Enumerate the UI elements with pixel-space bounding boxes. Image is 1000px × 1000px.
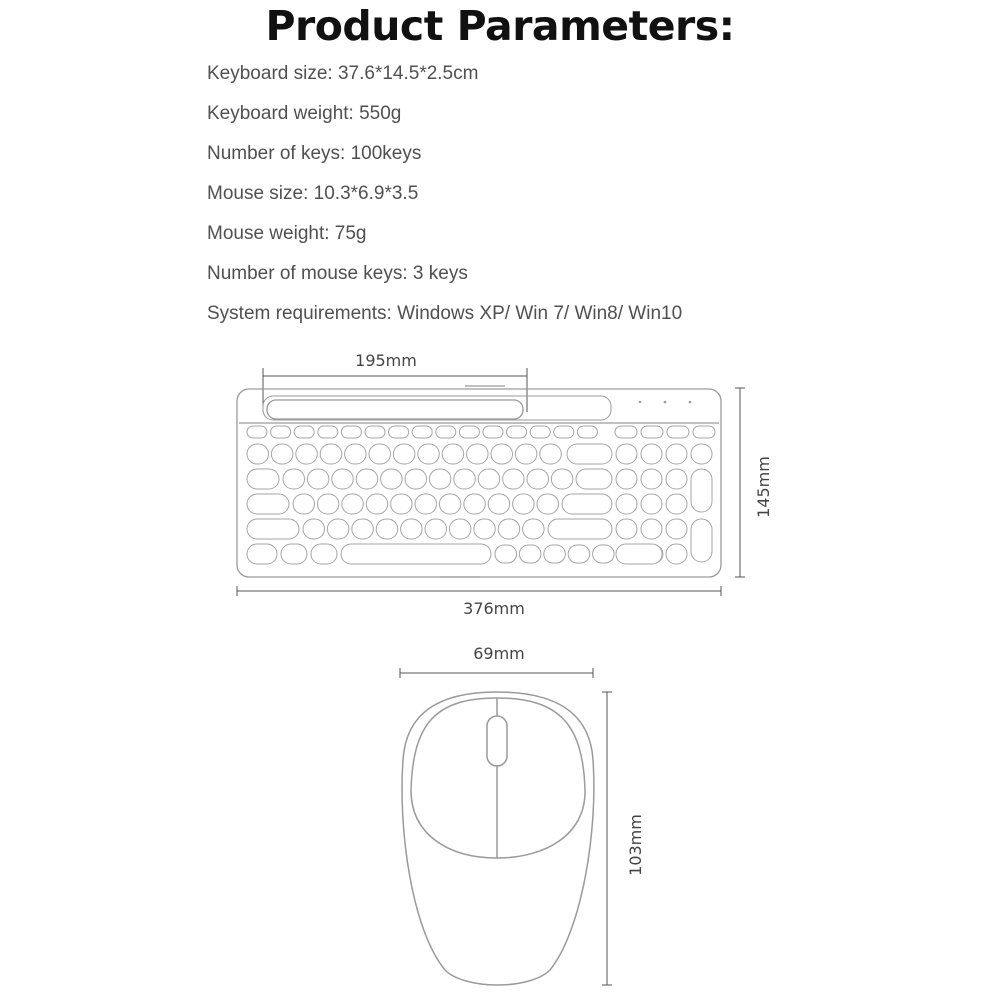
keyboard-key [391, 494, 413, 514]
keyboard-key [320, 444, 342, 464]
keyboard-key [467, 444, 489, 464]
keyboard-key [641, 545, 663, 563]
keyboard-key [449, 519, 471, 539]
keyboard-key [666, 469, 687, 489]
keyboard-key [593, 545, 615, 563]
keyboard-key [616, 544, 662, 564]
slot-width-label: 195mm [355, 351, 417, 370]
mouse-width-label: 69mm [473, 644, 525, 663]
keyboard-key [666, 444, 687, 464]
keyboard-key [318, 426, 338, 438]
keyboard-key [576, 469, 612, 489]
keyboard-key [454, 469, 476, 489]
keyboard-key [616, 444, 637, 464]
keyboard-key [341, 544, 491, 564]
keyboard-key [389, 426, 409, 438]
mouse-height-label: 103mm [626, 814, 645, 876]
slot-dimension [263, 368, 527, 412]
keyboard-key [478, 469, 500, 489]
keyboard-width-dimension [237, 586, 721, 596]
keyboard-key [436, 426, 456, 438]
spec-value: 37.6*14.5*2.5cm [337, 63, 479, 84]
keyboard-key [491, 444, 513, 464]
keyboard-key [442, 444, 464, 464]
keyboard-body [237, 386, 721, 577]
indicator-lights [639, 401, 692, 404]
keyboard-key [666, 544, 687, 564]
keyboard-key [495, 545, 517, 563]
keyboard-key [530, 426, 550, 438]
keyboard-key [498, 519, 520, 539]
keyboard-key [271, 444, 293, 464]
mouse-top-surface [411, 698, 585, 858]
keyboard-key [293, 494, 315, 514]
keyboard-key [341, 426, 361, 438]
keyboard-key [393, 444, 415, 464]
keyboard-key [405, 469, 427, 489]
spec-label: Number of mouse keys [207, 263, 403, 284]
spec-item-keyboard-weight: Keyboard weight: 550g [207, 103, 402, 124]
spec-label: Number of keys [207, 143, 341, 164]
keyboard-key [356, 469, 378, 489]
keyboard-key [567, 444, 612, 464]
keyboard-key [666, 494, 687, 514]
spec-item-mouse-size: Mouse size: 10.3*6.9*3.5 [207, 183, 419, 204]
keyboard-key [376, 519, 398, 539]
keyboard-key [540, 444, 562, 464]
mouse-scroll-wheel [487, 716, 507, 766]
keyboard-key [523, 519, 545, 539]
keyboard-key [691, 519, 712, 562]
keyboard-key [412, 426, 432, 438]
keyboard-key [474, 519, 496, 539]
keyboard-key [247, 426, 267, 438]
spec-list [207, 58, 682, 338]
keyboard-key [691, 444, 712, 464]
keyboard-key [527, 469, 549, 489]
keyboard-key [577, 426, 597, 438]
keyboard-key [327, 519, 349, 539]
spec-label: Mouse weight [207, 223, 325, 244]
keyboard-key [507, 426, 527, 438]
keyboard-key [317, 494, 339, 514]
mouse-height-dimension [602, 692, 612, 985]
keyboard-key [283, 469, 305, 489]
spec-label: System requirements [207, 303, 387, 324]
keyboard-key [537, 494, 559, 514]
page-title: Product Parameters: [265, 2, 735, 50]
keyboard-key [641, 469, 662, 489]
keyboard-key [247, 544, 277, 564]
keyboard-key [366, 494, 388, 514]
keyboard-key [425, 519, 447, 539]
keyboard-key [415, 494, 437, 514]
keyboard-key [303, 519, 325, 539]
spec-value: Windows XP/ Win 7/ Win8/ Win10 [397, 303, 683, 324]
mouse-width-dimension [400, 668, 593, 678]
keyboard-key [345, 444, 367, 464]
spec-item-keyboard-size: Keyboard size: 37.6*14.5*2.5cm [207, 63, 479, 84]
spec-label: Keyboard weight [207, 103, 349, 124]
keyboard-keys [247, 426, 715, 564]
keyboard-key [296, 444, 318, 464]
keyboard-key [429, 469, 451, 489]
spec-label: Keyboard size [207, 63, 328, 84]
keyboard-key [365, 426, 385, 438]
keyboard-key [488, 494, 510, 514]
keyboard-key [247, 519, 299, 539]
keyboard-key [554, 426, 574, 438]
keyboard-key [247, 494, 289, 514]
keyboard-key [439, 494, 461, 514]
keyboard-key [616, 519, 637, 539]
keyboard-key [483, 426, 503, 438]
keyboard-height-label: 145mm [754, 456, 773, 518]
keyboard-key [381, 469, 403, 489]
keyboard-key [418, 444, 440, 464]
spec-value: 550g [359, 103, 402, 124]
keyboard-key [247, 469, 279, 489]
keyboard-key [311, 544, 337, 564]
spec-value: 3 keys [412, 263, 468, 284]
keyboard-key [459, 426, 479, 438]
keyboard-key [617, 545, 639, 563]
keyboard-key [281, 544, 307, 564]
spec-item-mouse-keys: Number of mouse keys: 3 keys [207, 263, 468, 284]
keyboard-key [464, 494, 486, 514]
keyboard-key [666, 519, 687, 539]
keyboard-key [551, 469, 573, 489]
keyboard-key [548, 519, 612, 539]
keyboard-key [271, 426, 291, 438]
keyboard-key [667, 426, 689, 438]
keyboard-key [513, 494, 535, 514]
keyboard-key [616, 494, 637, 514]
keyboard-key [693, 426, 715, 438]
spec-label: Mouse size [207, 183, 304, 204]
keyboard-key [616, 469, 637, 489]
keyboard-key [401, 519, 423, 539]
keyboard-key [515, 444, 537, 464]
keyboard-key [352, 519, 374, 539]
keyboard-key [641, 519, 662, 539]
spec-value: 75g [334, 223, 367, 244]
keyboard-key [568, 545, 590, 563]
spec-item-number-of-keys: Number of keys: 100keys [207, 143, 422, 164]
keyboard-key [641, 444, 662, 464]
keyboard-key [369, 444, 391, 464]
mouse-body-outline [402, 692, 594, 985]
mouse-drawing [402, 692, 594, 985]
keyboard-key [519, 545, 541, 563]
keyboard-key [641, 426, 663, 438]
spec-item-system-requirements: System requirements: Windows XP/ Win 7/ Win8/ Win10 [207, 303, 683, 324]
spec-item-mouse-weight: Mouse weight: 75g [207, 223, 367, 244]
keyboard-key [562, 494, 612, 514]
keyboard-width-label: 376mm [463, 599, 525, 618]
keyboard-key [294, 426, 314, 438]
keyboard-key [503, 469, 524, 489]
keyboard-height-dimension [735, 388, 745, 577]
spec-value: 100keys [350, 143, 422, 164]
keyboard-key [615, 426, 637, 438]
keyboard-key [342, 494, 364, 514]
keyboard-key [691, 469, 712, 512]
spec-value: 10.3*6.9*3.5 [313, 183, 419, 204]
keyboard-key [544, 545, 566, 563]
keyboard-key [641, 494, 662, 514]
keyboard-key [307, 469, 329, 489]
keyboard-key [247, 444, 269, 464]
keyboard-key [332, 469, 354, 489]
